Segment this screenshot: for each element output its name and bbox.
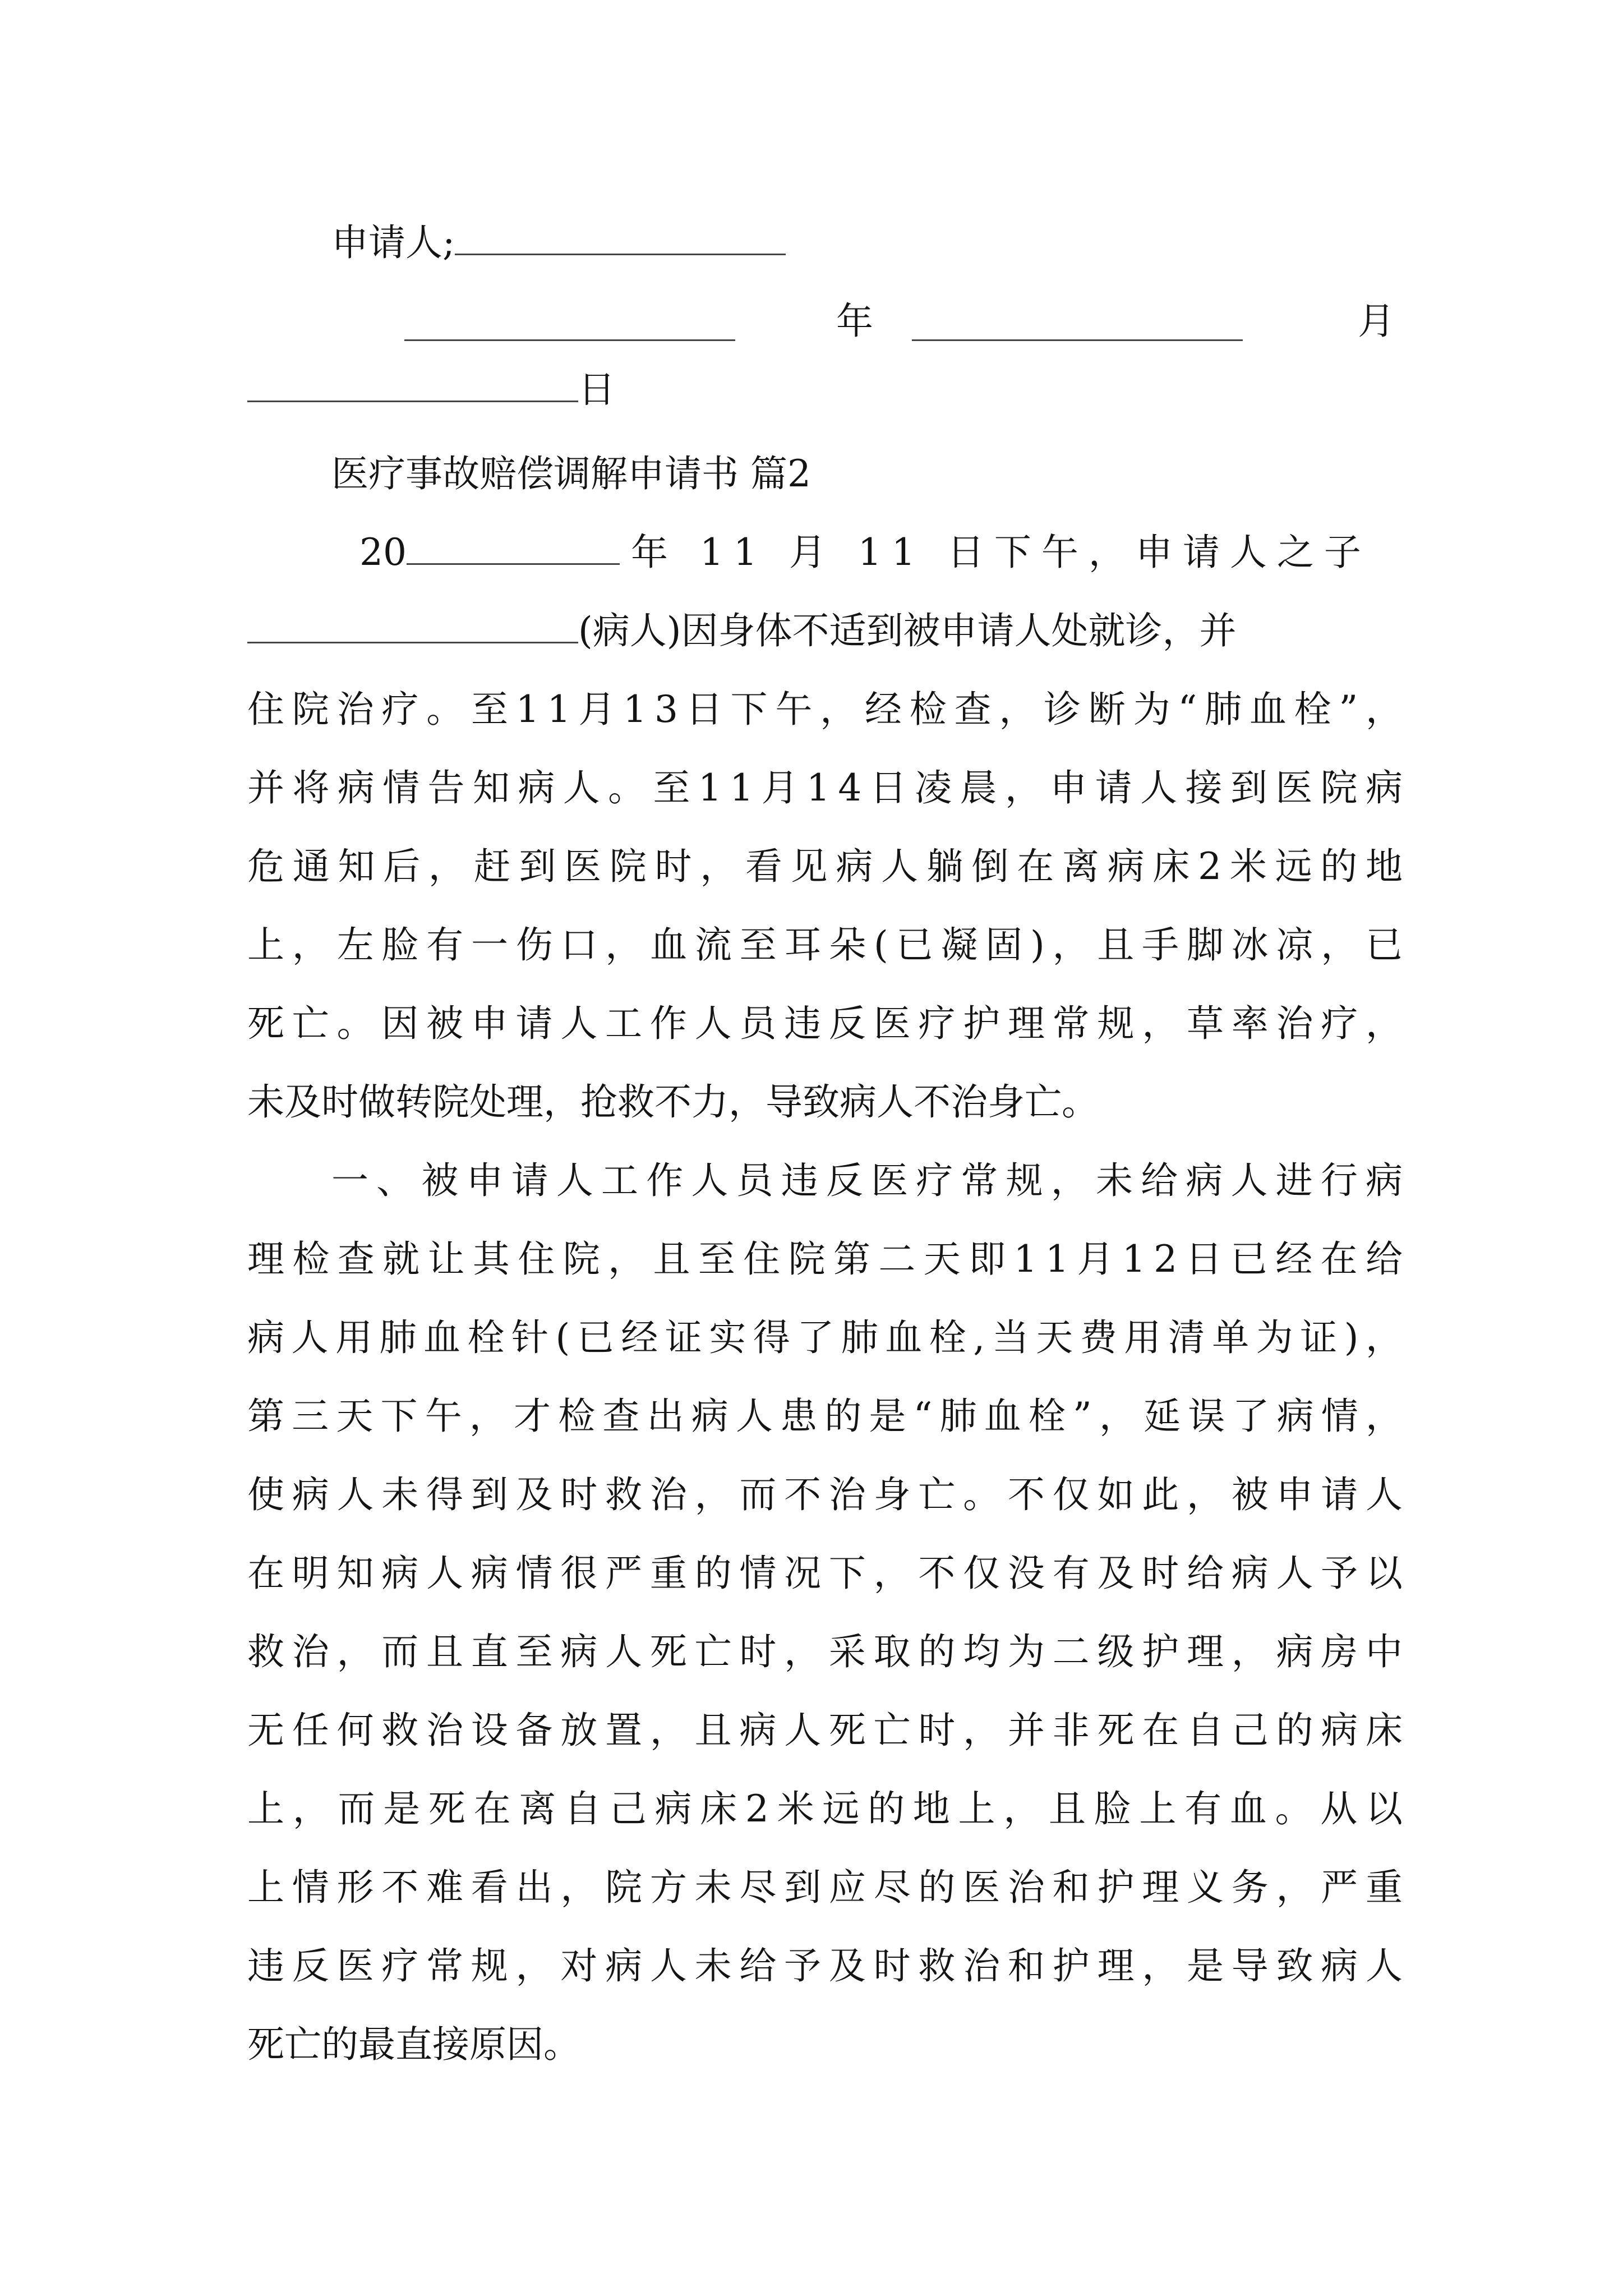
para1-line-2 (247, 603, 1403, 659)
para1-line-1-text: 年 11 月 11 日下午，申请人之子 (630, 531, 1371, 574)
date-line (247, 293, 1403, 349)
applicant-label: 申请人; (331, 221, 455, 264)
year-prefix: 20 (359, 531, 407, 574)
para1-line-3: 住院治疗。至11月13日下午，经检查，诊断为“肺血栓”， (247, 688, 1410, 731)
day-label: 日 (578, 368, 615, 411)
para2-line-11: 违反医疗常规，对病人未给予及时救治和护理，是导致病人 (247, 1944, 1410, 1987)
para2-line-2: 理检查就让其住院，且至住院第二天即11月12日已经在给 (247, 1237, 1411, 1281)
applicant-line (331, 215, 1403, 271)
para2-line-3: 病人用肺血栓针(已经证实得了肺血栓,当天费用清单为证)， (247, 1316, 1410, 1359)
para1-line-2-text: (病人)因身体不适到被申请人处就诊，并 (578, 609, 1237, 652)
para1-line-5: 危通知后，赶到医院时，看见病人躺倒在离病床2米远的地 (247, 845, 1411, 888)
para2-line-6: 在明知病人病情很严重的情况下，不仅没有及时给病人予以 (247, 1552, 1410, 1595)
applicant-blank (455, 220, 786, 255)
para1-line-4: 并将病情告知病人。至11月14日凌晨，申请人接到医院病 (247, 766, 1411, 809)
month-blank (912, 306, 1243, 341)
day-blank (247, 367, 578, 402)
son-name-blank (247, 608, 578, 643)
section-title: 医疗事故赔偿调解申请书 篇2 (331, 452, 811, 495)
para1-line-1 (359, 524, 1403, 581)
para2-line-4: 第三天下午，才检查出病人患的是“肺血栓”，延误了病情， (247, 1395, 1410, 1438)
para2-line-1: 一、被申请人工作人员违反医疗常规，未给病人进行病 (331, 1159, 1411, 1202)
para2-line-5: 使病人未得到及时救治，而不治身亡。不仅如此，被申请人 (247, 1473, 1410, 1516)
year-fill-blank (407, 530, 620, 565)
para2-line-10: 上情形不难看出，院方未尽到应尽的医治和护理义务，严重 (247, 1866, 1410, 1909)
para1-line-7: 死亡。因被申请人工作人员违反医疗护理常规，草率治疗， (247, 1002, 1410, 1045)
para2-line-7: 救治，而且直至病人死亡时，采取的均为二级护理，病房中 (247, 1630, 1410, 1673)
month-label: 月 (1358, 300, 1395, 343)
para2-line-8: 无任何救治设备放置，且病人死亡时，并非死在自己的病床 (247, 1709, 1410, 1752)
para1-line-6: 上，左脸有一伤口，血流至耳朵(已凝固)，且手脚冰凉，已 (247, 923, 1410, 967)
year-label: 年 (836, 300, 873, 343)
para2-line-12: 死亡的最直接原因。 (247, 2023, 580, 2066)
para1-line-8: 未及时做转院处理，抢救不力，导致病人不治身亡。 (247, 1080, 1099, 1124)
year-blank (404, 306, 735, 341)
para2-line-9: 上，而是死在离自己病床2米远的地上，且脸上有血。从以 (247, 1787, 1411, 1830)
day-line (247, 362, 1403, 418)
